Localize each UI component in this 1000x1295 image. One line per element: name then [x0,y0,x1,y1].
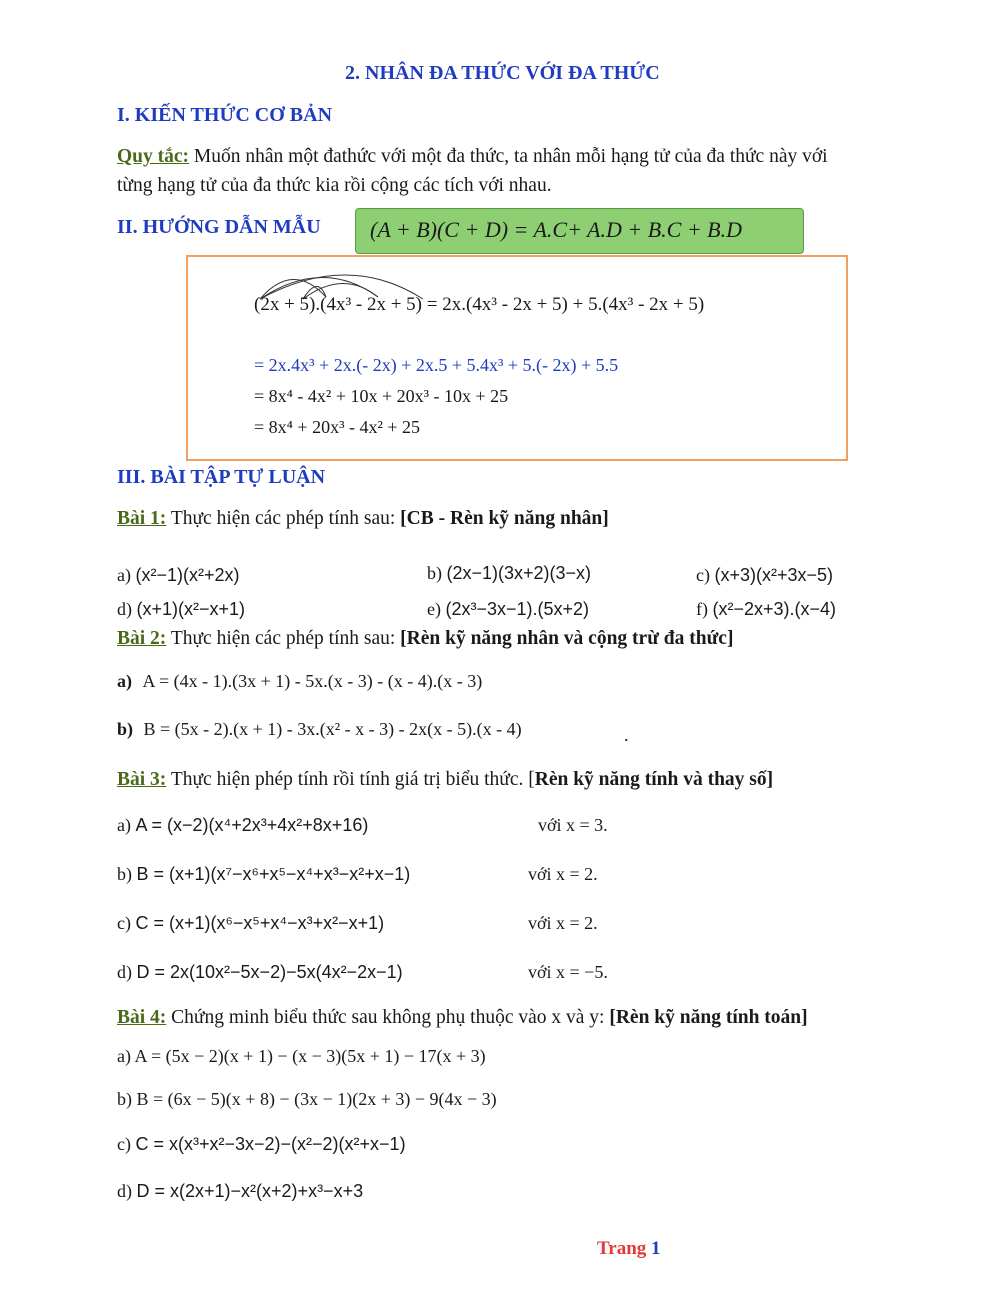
bai3-text: Thực hiện phép tính rồi tính giá trị biểu thức. [ [166,769,535,790]
footer-label: Trang [597,1238,652,1259]
bai2-item-b [117,719,522,740]
bai1-f-expr: (x²−2x+3).(x−4) [712,599,837,619]
bai4-d-expr: D = x(2x+1)−x²(x+2)+x³−x+3 [136,1181,364,1201]
bai1-item-e [427,599,589,620]
bai3-a-label: a) [117,815,136,835]
bai1-a-expr: (x²−1)(x²+2x) [135,565,240,585]
bai4-a-expr: A = (5x − 2)(x + 1) − (x − 3)(5x + 1) − 17(x + 3) [134,1046,486,1066]
rule-paragraph-line1 [117,146,828,168]
bai3-item-b [117,864,410,885]
bai3-label: Bài 3: [117,769,167,790]
bai3-item-c [117,913,384,934]
bai3-b-label: b) [117,864,137,884]
bai2-a-expr: A = (4x - 1).(3x + 1) - 5x.(x - 3) - (x - 4).(x - 3) [142,671,483,691]
rule-label: Quy tắc: [117,146,190,167]
rule-text-2: từng hạng tử của đa thức kia rồi cộng các tích với nhau. [117,175,552,196]
bai4-tag: [Rèn kỹ năng tính toán] [609,1007,808,1028]
page-number: 1 [651,1238,661,1259]
bai4-c-label: c) [117,1134,136,1154]
example-box [186,255,848,461]
bai2-text: Thực hiện các phép tính sau: [166,628,401,649]
bai4-label: Bài 4: [117,1007,167,1028]
section-heading-exercises: III. BÀI TẬP TỰ LUẬN [117,466,326,488]
bai4-text: Chứng minh biểu thức sau không phụ thuộc vào x và y: [166,1007,610,1028]
bai2-b-expr: B = (5x - 2).(x + 1) - 3x.(x² - x - 3) - 2x(x - 5).(x - 4) [143,719,522,739]
bai4-item-a [117,1046,486,1067]
bai4-item-d [117,1181,363,1202]
bai2-item-a [117,671,482,692]
bai4-d-label: d) [117,1181,137,1201]
formula-text: (A + B)(C + D) = A.C+ A.D + B.C + B.D [370,217,743,242]
bai1-text: Thực hiện các phép tính sau: [166,508,401,529]
bai2-label: Bài 2: [117,628,167,649]
bai3-b-cond: với x = 2. [528,864,598,884]
bai3-d-cond: với x = −5. [528,962,608,982]
bai3-c-cond: với x = 2. [528,913,598,933]
bai3-heading [117,769,773,791]
page-footer [597,1238,661,1260]
bai2-b-dot: . [624,725,629,745]
bai4-item-c [117,1134,406,1155]
bai4-b-label: b) [117,1089,137,1109]
bai1-item-f [696,599,836,620]
bai1-b-expr: (2x−1)(3x+2)(3−x) [446,563,592,583]
formula-box [355,208,804,254]
bai3-tag: Rèn kỹ năng tính và thay số] [534,769,774,790]
bai2-tag: [Rèn kỹ năng nhân và cộng trừ đa thức] [400,628,734,649]
bai1-item-b [427,563,591,584]
bai1-item-a [117,565,240,586]
bai1-f-label: f) [696,599,713,619]
bai3-c-label: c) [117,913,136,933]
bai3-a-cond: với x = 3. [538,815,608,835]
bai2-a-label: a) [117,671,132,691]
section-heading-example: II. HƯỚNG DẪN MẪU [117,216,321,238]
example-line-3: = 8x⁴ - 4x² + 10x + 20x³ - 10x + 25 [254,386,509,406]
bai2-heading [117,628,733,650]
bai1-d-expr: (x+1)(x²−x+1) [136,599,246,619]
bai1-e-expr: (2x³−3x−1).(5x+2) [445,599,590,619]
bai1-label: Bài 1: [117,508,167,529]
bai3-a-expr: A = (x−2)(x⁴+2x³+4x²+8x+16) [135,815,369,835]
bai1-c-expr: (x+3)(x²+3x−5) [714,565,834,585]
rule-text-1: Muốn nhân một đathức với một đa thức, ta nhân mỗi hạng tử của đa thức này với [189,146,828,167]
bai1-item-c [696,565,833,586]
bai4-heading [117,1007,808,1029]
bai1-c-label: c) [696,565,715,585]
bai3-b-expr: B = (x+1)(x⁷−x⁶+x⁵−x⁴+x³−x²+x−1) [136,864,411,884]
bai1-d-label: d) [117,599,137,619]
bai4-b-expr: B = (6x − 5)(x + 8) − (3x − 1)(2x + 3) − 9(4x − 3) [136,1089,497,1109]
bai1-a-label: a) [117,565,136,585]
bai1-e-label: e) [427,599,446,619]
bai4-a-label: a) [117,1046,135,1066]
bai1-item-d [117,599,245,620]
bai1-tag: [CB - Rèn kỹ năng nhân] [400,508,609,529]
bai4-item-b [117,1089,497,1110]
bai3-item-d [117,962,403,983]
section-heading-basics: I. KIẾN THỨC CƠ BẢN [117,104,333,126]
bai1-b-label: b) [427,563,447,583]
bai2-b-label: b) [117,719,134,739]
bai1-heading [117,508,609,530]
example-line-4: = 8x⁴ + 20x³ - 4x² + 25 [254,417,421,437]
bai4-c-expr: C = x(x³+x²−3x−2)−(x²−2)(x²+x−1) [135,1134,406,1154]
bai3-c-expr: C = (x+1)(x⁶−x⁵+x⁴−x³+x²−x+1) [135,913,385,933]
bai3-item-a [117,815,368,836]
example-line-1: (2x + 5).(4x³ - 2x + 5) = 2x.(4x³ - 2x + 5) + 5.(4x³ - 2x + 5) [254,294,705,315]
page-title: 2. NHÂN ĐA THỨC VỚI ĐA THỨC [345,62,660,84]
bai3-d-expr: D = 2x(10x²−5x−2)−5x(4x²−2x−1) [136,962,403,982]
example-line-2: = 2x.4x³ + 2x.(- 2x) + 2x.5 + 5.4x³ + 5.(- 2x) + 5.5 [254,355,619,375]
bai3-d-label: d) [117,962,137,982]
